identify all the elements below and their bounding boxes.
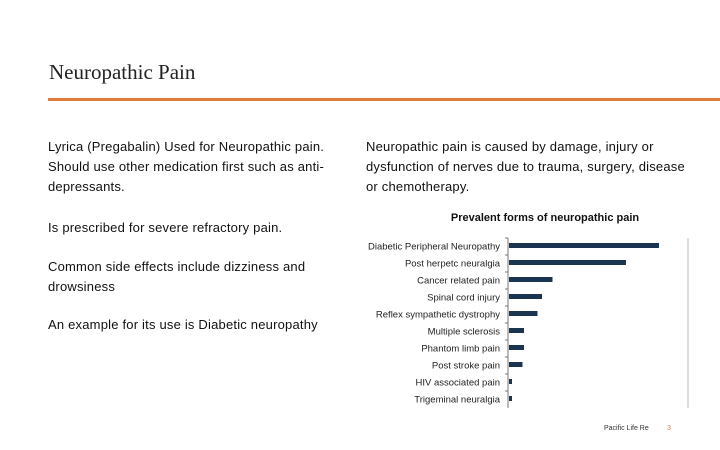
chart-bar xyxy=(509,243,659,248)
chart-bar xyxy=(509,362,523,367)
chart-category-label: Reflex sympathetic dystrophy xyxy=(375,309,500,321)
example-note: An example for its use is Diabetic neuropathy xyxy=(48,317,318,332)
chart-category-label: Post herpetc neuralgia xyxy=(404,258,500,270)
chart-bar xyxy=(509,379,512,384)
slide-title: Neuropathic Pain xyxy=(49,60,196,84)
chart-category-label: Phantom limb pain xyxy=(421,343,500,355)
neuropathic-pain-chart xyxy=(355,205,695,410)
chart-category-label: Post stroke pain xyxy=(431,360,500,372)
chart-category-label: Diabetic Peripheral Neuropathy xyxy=(367,241,500,253)
chart-bar xyxy=(509,260,626,265)
lyrica-description: Lyrica (Pregabalin) Used for Neuropathic pain. Should use other medication first such as anti-depressants. xyxy=(48,139,325,194)
chart-bar xyxy=(509,345,524,350)
chart-category-label: Spinal cord injury xyxy=(427,292,500,304)
chart-category-label: Cancer related pain xyxy=(417,275,500,287)
chart-bar xyxy=(509,294,542,299)
chart-category-label: Trigeminal neuralgia xyxy=(414,394,500,406)
footer-company: Pacific Life Re xyxy=(604,425,649,432)
chart-title: Prevalent forms of neuropathic pain xyxy=(450,212,640,224)
chart-bar xyxy=(509,328,524,333)
page-number: 3 xyxy=(667,425,671,432)
side-effects-note: Common side effects include dizziness and drowsiness xyxy=(48,259,306,294)
chart-bar xyxy=(509,277,553,282)
chart-category-label: Multiple sclerosis xyxy=(427,326,500,338)
neuropathic-cause-description: Neuropathic pain is caused by damage, injury or dysfunction of nerves due to trauma, surgery, disease or chemotherapy. xyxy=(366,139,685,194)
title-divider xyxy=(48,98,720,101)
chart-bar xyxy=(509,311,538,316)
prescription-note: Is prescribed for severe refractory pain. xyxy=(48,220,283,235)
chart-category-label: HIV associated pain xyxy=(415,377,500,389)
chart-bar xyxy=(509,396,512,401)
